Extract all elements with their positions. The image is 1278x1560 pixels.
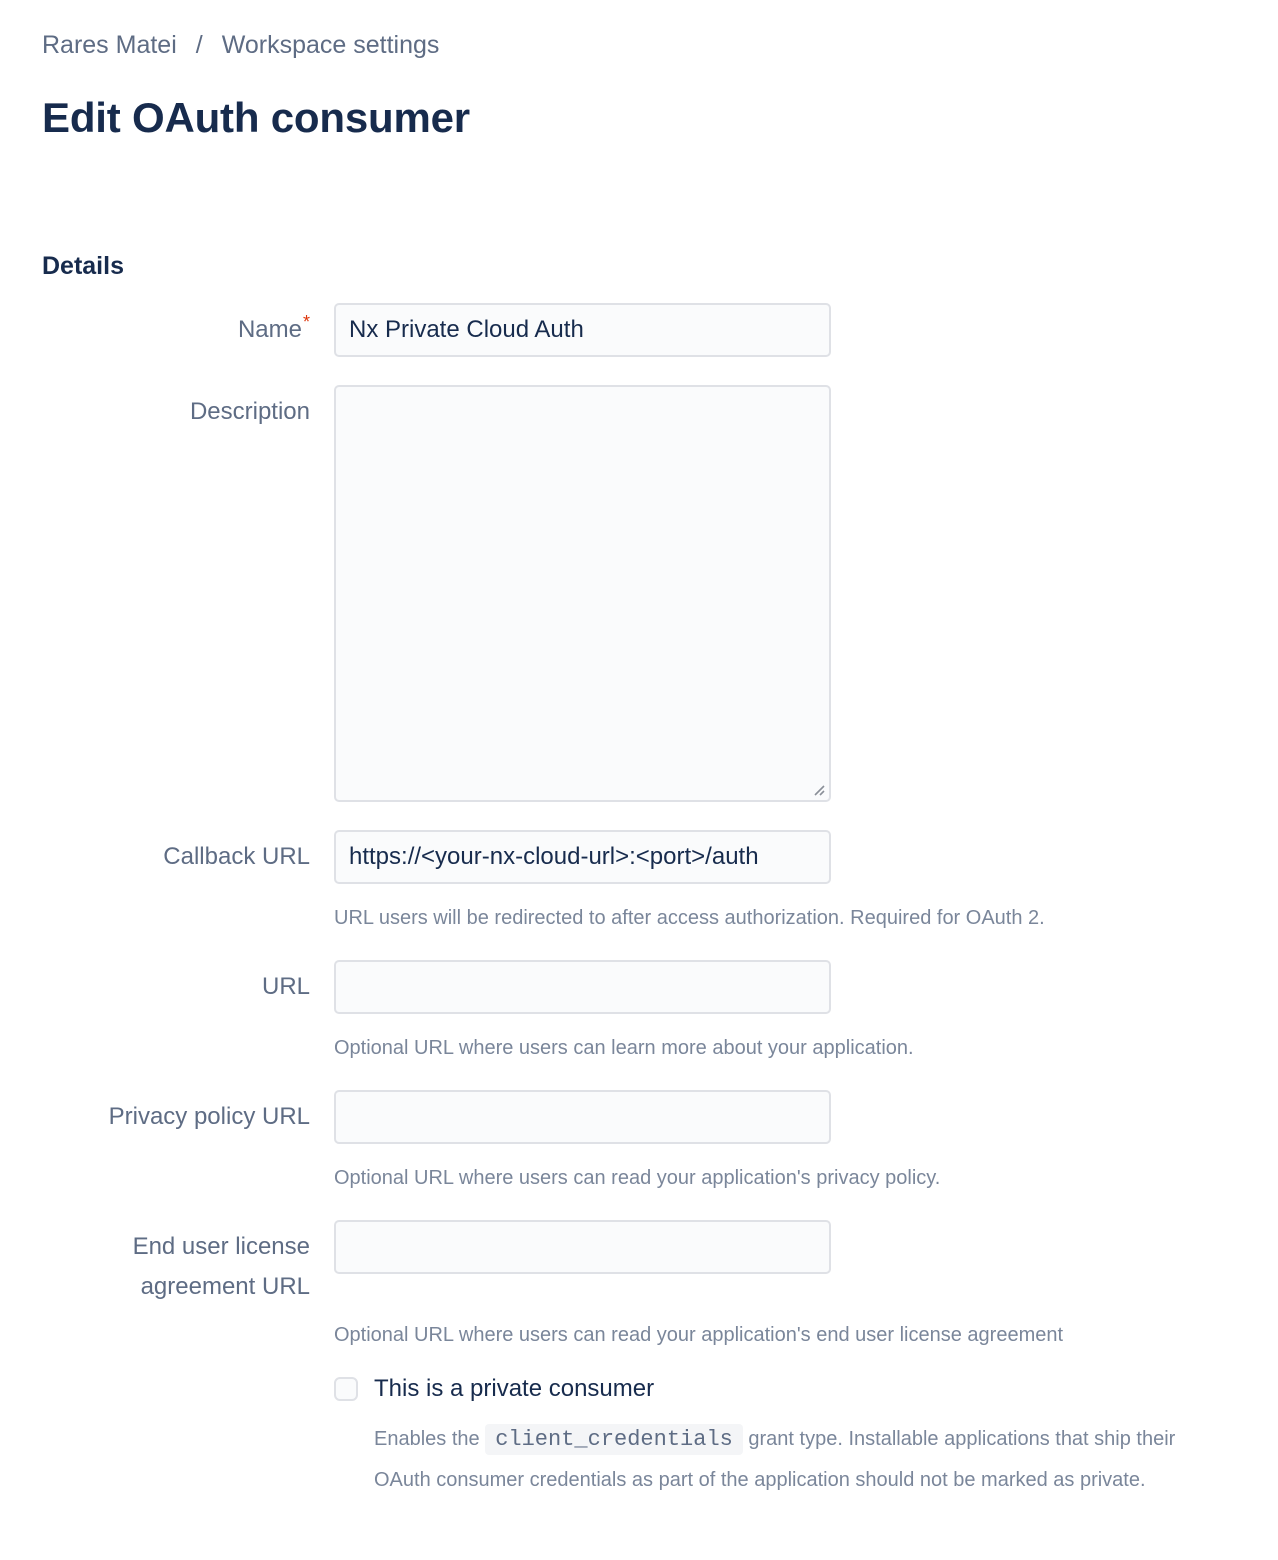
name-label	[42, 303, 310, 357]
resize-grip-icon[interactable]	[809, 780, 825, 796]
name-field-row	[42, 303, 1236, 357]
breadcrumb-link-user[interactable]: Rares Matei	[42, 31, 177, 59]
privacy-policy-url-input[interactable]	[334, 1090, 831, 1144]
eula-url-field-row	[42, 1220, 1236, 1349]
private-consumer-row	[42, 1375, 1236, 1500]
description-label: Description	[189, 398, 310, 426]
private-consumer-label[interactable]: This is a private consumer	[374, 1375, 655, 1403]
url-help: Optional URL where users can learn more about your application.	[334, 1037, 914, 1060]
private-consumer-checkbox[interactable]	[334, 1377, 358, 1401]
breadcrumb-separator: /	[195, 31, 203, 59]
description-textarea[interactable]	[334, 385, 831, 802]
breadcrumb	[42, 31, 1236, 60]
details-heading: Details	[42, 252, 124, 281]
description-field-row	[42, 385, 1236, 802]
page-title: Edit OAuth consumer	[42, 94, 470, 141]
private-consumer-help	[374, 1419, 1224, 1500]
private-consumer-help-after: grant type. Installable applications that ship their OAuth consumer credentials as part of the application should not be marked as private.	[374, 1428, 1176, 1492]
eula-url-input[interactable]	[334, 1220, 831, 1274]
callback-url-input[interactable]	[334, 830, 831, 884]
eula-url-label: End user license agreement URL	[132, 1233, 310, 1301]
breadcrumb-link-workspace-settings[interactable]: Workspace settings	[221, 31, 440, 59]
callback-url-field-row	[42, 830, 1236, 932]
url-input[interactable]	[334, 960, 831, 1014]
name-label-text: Name	[237, 316, 302, 344]
privacy-policy-url-help: Optional URL where users can read your application's privacy policy.	[334, 1167, 941, 1190]
url-field-row	[42, 960, 1236, 1062]
url-label: URL	[261, 973, 310, 1001]
name-input[interactable]	[334, 303, 831, 357]
callback-url-label: Callback URL	[163, 843, 310, 871]
eula-url-help: Optional URL where users can read your application's end user license agreement	[334, 1324, 1064, 1347]
privacy-policy-url-label: Privacy policy URL	[108, 1103, 310, 1131]
required-asterisk: *	[302, 312, 310, 333]
code-client-credentials: client_credentials	[485, 1424, 743, 1455]
privacy-policy-url-field-row	[42, 1090, 1236, 1192]
private-consumer-help-before: Enables the	[374, 1428, 486, 1451]
callback-url-help: URL users will be redirected to after access authorization. Required for OAuth 2.	[334, 907, 1045, 930]
